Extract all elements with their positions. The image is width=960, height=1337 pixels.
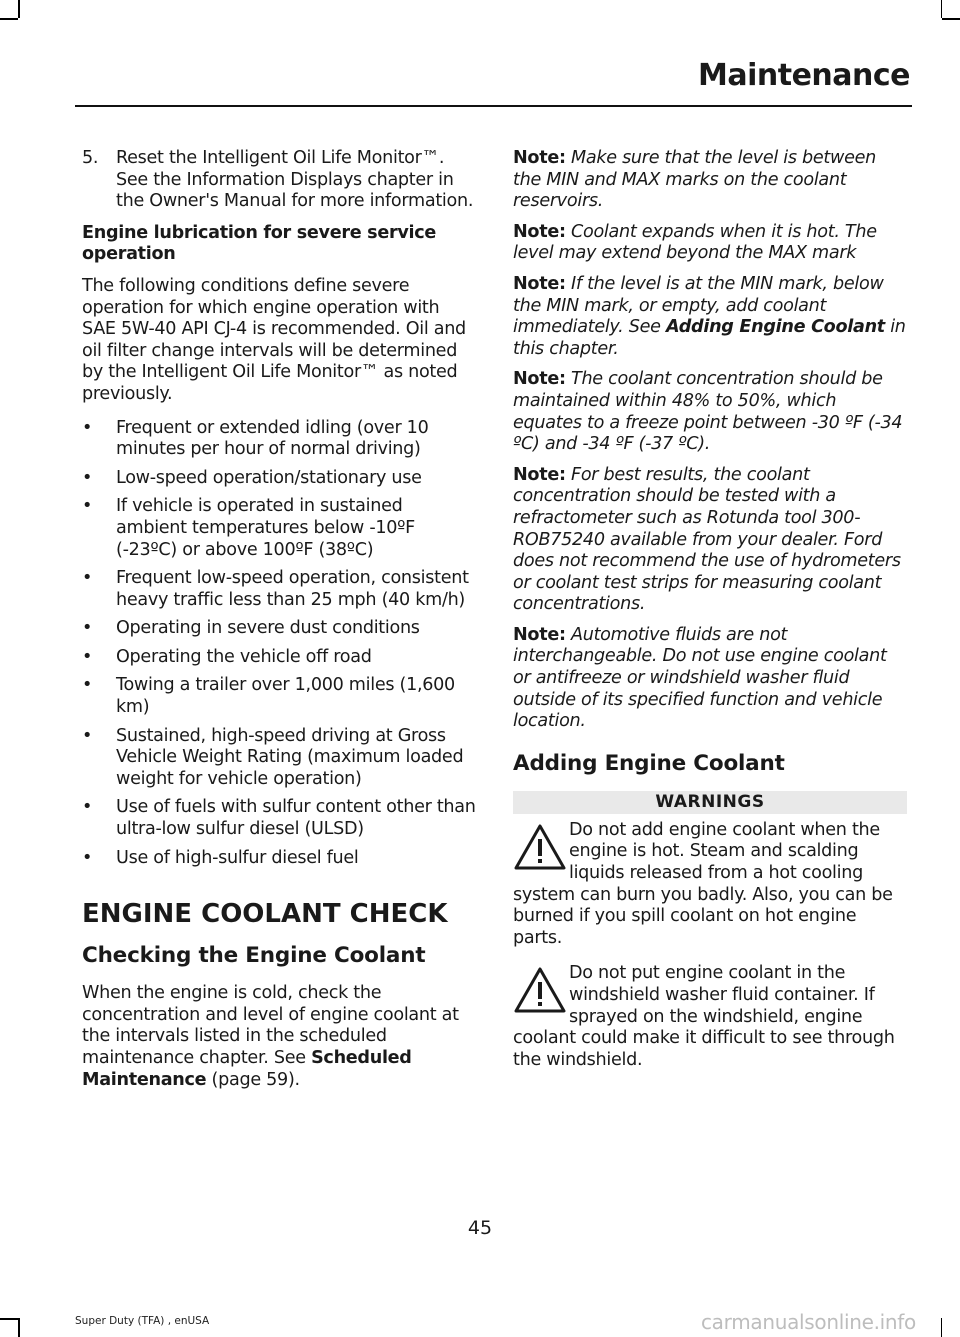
list-item-text: Operating in severe dust conditions [116, 618, 420, 639]
list-item-text: If vehicle is operated in sustained ambient temperatures below -10ºF (-23ºC) or above 100ºF (38ºC) [116, 496, 415, 560]
right-column [513, 148, 907, 1085]
crop-mark [0, 1318, 18, 1320]
adding-coolant-heading: Adding Engine Coolant [513, 750, 785, 776]
note-5 [513, 465, 907, 616]
note-text: For best results, the coolant concentration should be tested with a refractometer such as Rotunda tool 300-ROB75240 available from your dealer. Ford does not recommend the use of hydrometers or coolant test strips for measuring coolant concentrations. [513, 464, 901, 615]
list-item-text: Use of fuels with sulfur content other than ultra-low sulfur diesel (ULSD) [116, 797, 476, 840]
note-label: Note: [513, 273, 566, 294]
list-item [82, 618, 477, 640]
crop-mark [18, 0, 20, 18]
note-text: Make sure that the level is between the MIN and MAX marks on the coolant reservoirs. [513, 148, 876, 212]
list-item [82, 418, 477, 461]
severe-service-heading: Engine lubrication for severe service operation [82, 222, 437, 265]
list-item [82, 496, 477, 561]
crop-mark [941, 0, 943, 18]
adding-coolant-link[interactable]: Adding Engine Coolant [665, 317, 885, 338]
warning-1 [513, 820, 907, 950]
crop-mark [942, 18, 960, 20]
step-5 [82, 148, 477, 213]
note-text: Coolant expands when it is hot. The level may extend beyond the MAX mark [513, 221, 877, 264]
engine-coolant-check-heading: ENGINE COOLANT CHECK [82, 899, 448, 930]
bullet: • [82, 675, 93, 696]
note-3 [513, 274, 907, 360]
bullet: • [82, 467, 93, 488]
bullet: • [82, 568, 93, 589]
list-item-text: Towing a trailer over 1,000 miles (1,600 km) [116, 675, 455, 718]
list-item [82, 797, 477, 840]
list-item [82, 726, 477, 791]
checking-coolant-text: When the engine is cold, check the concentration and level of engine coolant at the intervals listed in the scheduled maintenance chapter. See Scheduled Maintenance (page 59). [82, 983, 459, 1090]
list-item [82, 568, 477, 611]
note-1 [513, 148, 907, 213]
note-label: Note: [513, 148, 566, 168]
list-item-text: Use of high-sulfur diesel fuel [116, 847, 359, 868]
left-column [82, 148, 477, 1103]
note-text: If the level is at the MIN mark, below the MIN mark, or empty, add coolant immediately. See Adding Engine Coolant in this chapter. [513, 273, 906, 359]
warnings-banner: WARNINGS [513, 791, 907, 814]
bullet: • [82, 847, 93, 868]
note-text: The coolant concentration should be maintained within 48% to 50%, which equates to a freeze point between -30 ºF (-34 ºC) and -34 ºF (-37 ºC). [513, 369, 903, 455]
note-4 [513, 369, 907, 455]
severe-service-intro: The following conditions define severe operation for which engine operation with SAE 5W-40 API CJ-4 is recommended. Oil and oil filter change intervals will be determined by the Intelligent Oil Life Monitor™ as noted previously. [82, 275, 466, 404]
note-6 [513, 625, 907, 733]
bullet: • [82, 496, 93, 517]
crop-mark [18, 1318, 20, 1337]
list-item-text: Operating the vehicle off road [116, 646, 372, 667]
list-item-text: Frequent low-speed operation, consistent heavy traffic less than 25 mph (40 km/h) [116, 568, 469, 610]
list-item-text: Frequent or extended idling (over 10 minutes per hour of normal driving) [116, 417, 429, 460]
bullet: • [82, 618, 93, 639]
note-text: Automotive fluids are not interchangeable. Do not use engine coolant or antifreeze or windshield washer fluid outside of its specified function and vehicle location. [513, 624, 887, 732]
note-label: Note: [513, 464, 566, 485]
warning-triangle-icon [513, 822, 567, 874]
watermark: carmanualsonline.info [700, 1310, 916, 1334]
document-info: Super Duty (TFA) , enUSA [75, 1315, 210, 1327]
note-label: Note: [513, 624, 566, 645]
scheduled-maintenance-link[interactable]: Scheduled Maintenance [82, 1048, 412, 1090]
list-item-text: Sustained, high-speed driving at Gross Vehicle Weight Rating (maximum loaded weight for vehicle operation) [116, 725, 464, 789]
list-item [82, 848, 477, 870]
warning-text: Do not put engine coolant in the windshield washer fluid container. If sprayed on the windshield, engine coolant could make it difficult to see through the windshield. [513, 963, 895, 1070]
list-item [82, 675, 477, 718]
warning-text: Do not add engine coolant when the engine is hot. Steam and scalding liquids released from a hot cooling system can burn you badly. Also, you can be burned if you spill coolant on hot engine parts. [513, 819, 893, 948]
checking-coolant-heading: Checking the Engine Coolant [82, 943, 426, 969]
bullet: • [82, 646, 93, 667]
bullet: • [82, 725, 93, 746]
note-label: Note: [513, 369, 566, 390]
page-number: 45 [467, 1217, 493, 1239]
bullet: • [82, 797, 93, 818]
page-title: Maintenance [697, 58, 910, 93]
crop-mark [0, 18, 18, 20]
list-item-text: Low-speed operation/stationary use [116, 467, 422, 488]
warning-2 [513, 963, 907, 1071]
list-item [82, 647, 477, 669]
note-label: Note: [513, 221, 566, 242]
warning-triangle-icon [513, 965, 567, 1017]
step-number: 5. [82, 148, 99, 168]
note-2 [513, 222, 907, 265]
header-divider [75, 105, 912, 107]
severe-conditions-list [82, 418, 477, 870]
step-text: Reset the Intelligent Oil Life Monitor™. See the Information Displays chapter in the Owner's Manual for more information. [116, 148, 474, 212]
list-item [82, 468, 477, 490]
bullet: • [82, 417, 93, 438]
crop-mark [941, 1318, 943, 1337]
